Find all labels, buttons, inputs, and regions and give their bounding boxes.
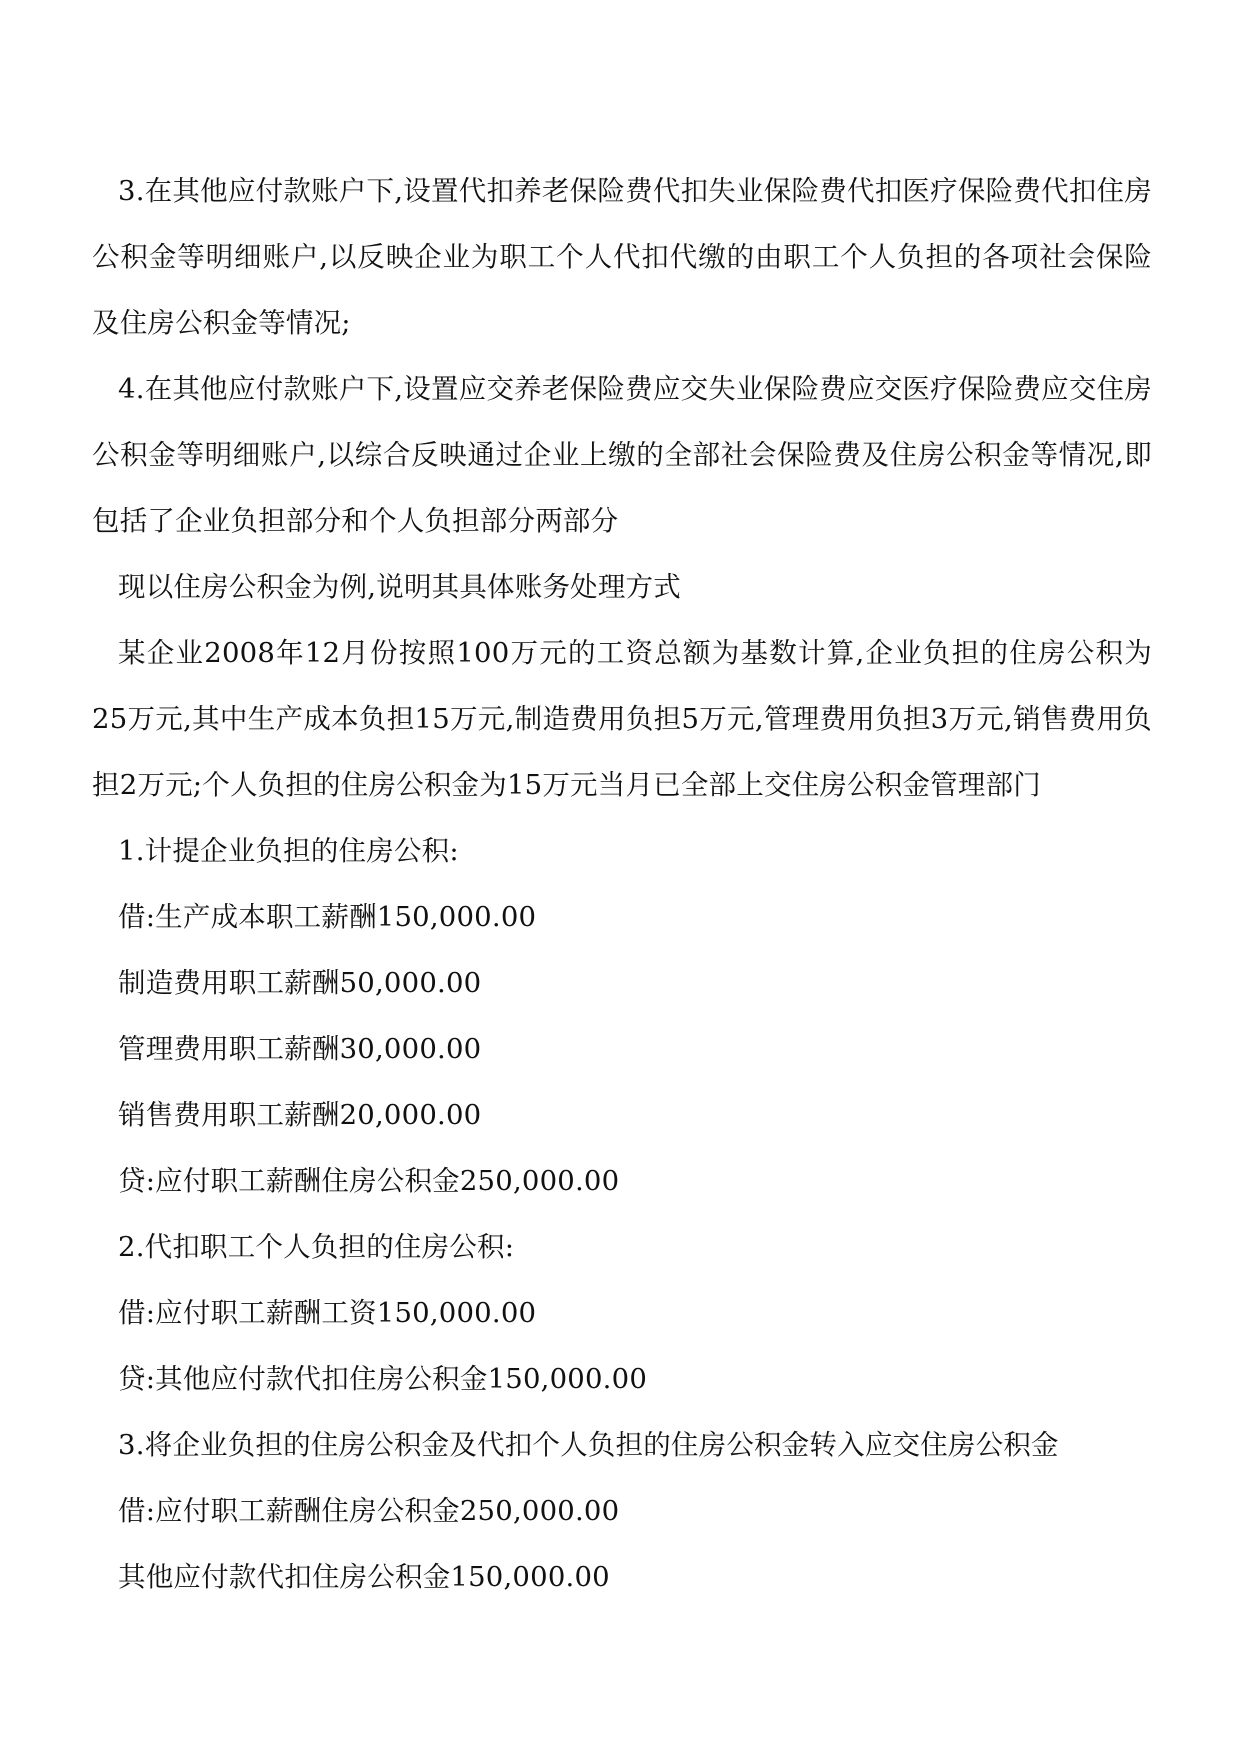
journal-entry-line: 其他应付款代扣住房公积金150,000.00: [118, 1561, 610, 1593]
journal-entry-line: 借:应付职工薪酬工资150,000.00: [118, 1297, 537, 1329]
step-2-heading: 2.代扣职工个人负担的住房公积:: [118, 1231, 515, 1263]
paragraph-example-case: 某企业2008年12月份按照100万元的工资总额为基数计算,企业负担的住房公积为25万元,其中生产成本负担15万元,制造费用负担5万元,管理费用负担3万元,销售费用负担2万元;个人负担的住房公积金为15万元当月已全部上交住房公积金管理部门: [92, 637, 1152, 801]
journal-entry-line: 借:生产成本职工薪酬150,000.00: [118, 901, 537, 933]
journal-entry-line: 贷:应付职工薪酬住房公积金250,000.00: [118, 1165, 620, 1197]
journal-entry-line: 借:应付职工薪酬住房公积金250,000.00: [118, 1495, 620, 1527]
journal-entry-line: 制造费用职工薪酬50,000.00: [118, 967, 482, 999]
step-1-heading: 1.计提企业负担的住房公积:: [118, 835, 459, 867]
journal-entry-line: 销售费用职工薪酬20,000.00: [118, 1099, 482, 1131]
document-page: [92, 158, 1152, 1610]
journal-entry-line: 管理费用职工薪酬30,000.00: [118, 1033, 482, 1065]
paragraph-social-insurance-withholding: 3.在其他应付款账户下,设置代扣养老保险费代扣失业保险费代扣医疗保险费代扣住房公积金等明细账户,以反映企业为职工个人代扣代缴的由职工个人负担的各项社会保险及住房公积金等情况;: [92, 175, 1152, 339]
journal-entry-line: 贷:其他应付款代扣住房公积金150,000.00: [118, 1363, 648, 1395]
paragraph-example-intro: 现以住房公积金为例,说明其具体账务处理方式: [118, 571, 681, 603]
paragraph-social-insurance-payable: 4.在其他应付款账户下,设置应交养老保险费应交失业保险费应交医疗保险费应交住房公积金等明细账户,以综合反映通过企业上缴的全部社会保险费及住房公积金等情况,即包括了企业负担部分和个人负担部分两部分: [92, 373, 1152, 537]
step-3-heading: 3.将企业负担的住房公积金及代扣个人负担的住房公积金转入应交住房公积金: [118, 1429, 1059, 1461]
